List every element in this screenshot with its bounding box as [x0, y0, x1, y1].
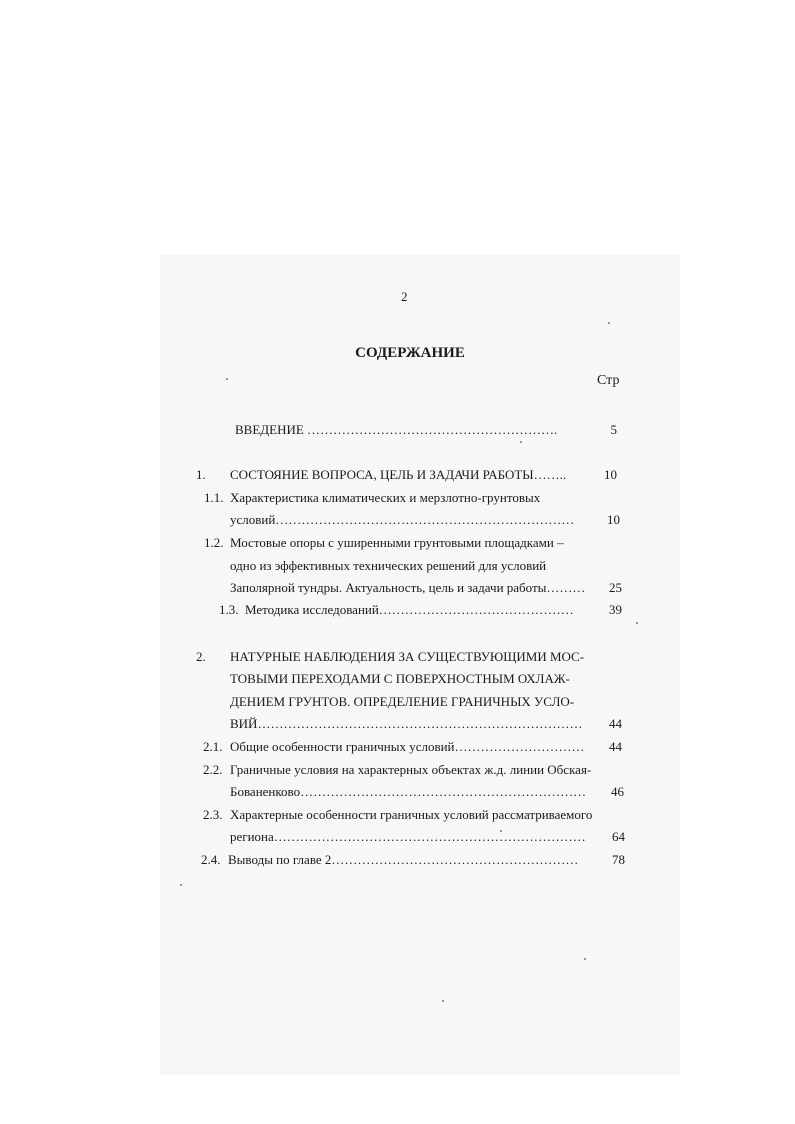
- page-column-label: Стр: [597, 373, 620, 388]
- toc-entry-2-1: Общие особенности граничных условий…………………………: [230, 739, 585, 754]
- toc-entry-1-1-line1: Характеристика климатических и мерзлотно-грунтовых: [230, 490, 541, 505]
- toc-entry-2-4: Выводы по главе 2…………………………………………………: [228, 852, 579, 867]
- toc-page-ch1: 10: [604, 467, 617, 482]
- toc-entry-1-2-line2: одно из эффективных технических решений для условий: [230, 558, 547, 573]
- toc-entry-ch1: СОСТОЯНИЕ ВОПРОСА, ЦЕЛЬ И ЗАДАЧИ РАБОТЫ……..: [230, 467, 567, 482]
- toc-page-ch2: 44: [609, 716, 622, 731]
- toc-page-2-1: 44: [609, 739, 622, 754]
- toc-entry-ch2-line3: ДЕНИЕМ ГРУНТОВ. ОПРЕДЕЛЕНИЕ ГРАНИЧНЫХ УСЛО-: [230, 694, 575, 709]
- toc-page-2-3: 64: [612, 829, 625, 844]
- toc-entry-ch2-line2: ТОВЫМИ ПЕРЕХОДАМИ С ПОВЕРХНОСТНЫМ ОХЛАЖ-: [230, 671, 570, 686]
- toc-num-ch1: 1.: [196, 467, 206, 482]
- toc-title: СОДЕРЖАНИЕ: [355, 345, 465, 361]
- toc-entry-intro: ВВЕДЕНИЕ ………………………………………………….: [235, 422, 558, 437]
- toc-entry-2-2-line2: Бованенково…………………………………………………………: [230, 784, 587, 799]
- toc-entry-1-1-line2: условий……………………………………………………………: [230, 512, 575, 527]
- toc-entry-2-3-line2: региона………………………………………………………………: [230, 829, 586, 844]
- toc-entry-ch2-line4: ВИЙ…………………………………………………………………: [230, 716, 583, 731]
- toc-num-1-2: 1.2.: [204, 535, 224, 550]
- toc-page-1-2: 25: [609, 580, 622, 595]
- scan-speck: [584, 958, 586, 960]
- toc-num-2-4: 2.4.: [201, 852, 221, 867]
- toc-entry-ch2-line1: НАТУРНЫЕ НАБЛЮДЕНИЯ ЗА СУЩЕСТВУЮЩИМИ МОС-: [230, 649, 585, 664]
- toc-num-2-1: 2.1.: [203, 739, 223, 754]
- toc-entry-1-3: Методика исследований………………………………………: [245, 602, 574, 617]
- toc-entry-1-2-line1: Мостовые опоры с уширенными грунтовыми площадками –: [230, 535, 564, 550]
- scan-speck: [636, 622, 638, 624]
- toc-num-2-3: 2.3.: [203, 807, 223, 822]
- toc-page-2-2: 46: [611, 784, 624, 799]
- scan-speck: [608, 322, 610, 324]
- page-number: 2: [401, 289, 408, 304]
- toc-entry-1-2-line3: Заполярной тундры. Актуальность, цель и задачи работы………: [230, 580, 586, 595]
- scan-speck: [226, 378, 228, 380]
- toc-page-intro: 5: [610, 422, 617, 437]
- scan-speck: [442, 1000, 444, 1002]
- toc-num-1-3: 1.3.: [219, 602, 239, 617]
- scan-speck: [180, 884, 182, 886]
- toc-page-1-1: 10: [607, 512, 620, 527]
- toc-entry-2-2-line1: Граничные условия на характерных объектах ж.д. линии Обская-: [230, 762, 592, 777]
- toc-num-ch2: 2.: [196, 649, 206, 664]
- toc-num-1-1: 1.1.: [204, 490, 224, 505]
- scan-speck: [520, 441, 522, 443]
- toc-entry-2-3-line1: Характерные особенности граничных условий рассматриваемого: [230, 807, 593, 822]
- toc-page-2-4: 78: [612, 852, 625, 867]
- toc-page-1-3: 39: [609, 602, 622, 617]
- toc-num-2-2: 2.2.: [203, 762, 223, 777]
